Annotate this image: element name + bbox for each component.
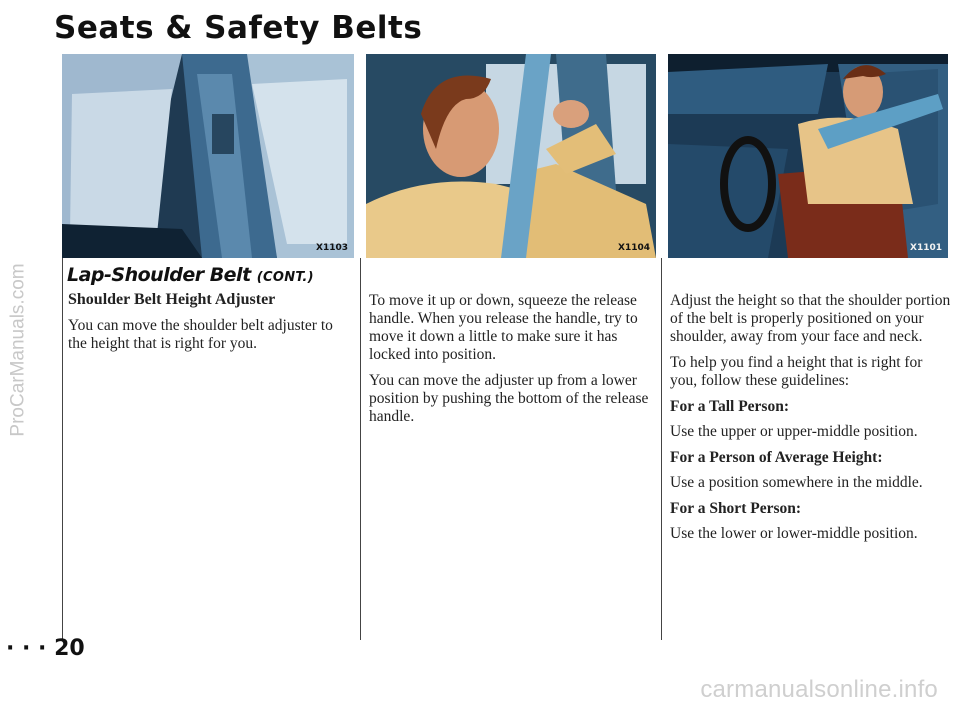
bottom-watermark: carmanualsonline.info	[700, 676, 938, 703]
image-code: X1103	[316, 243, 348, 253]
paragraph: Adjust the height so that the shoulder portion of the belt is properly positioned on your shoulder, away from your face and neck.	[670, 292, 951, 345]
guideline-text-average: Use a position somewhere in the middle.	[670, 474, 923, 491]
guideline-heading-short: For a Short Person:	[670, 500, 802, 517]
column-rule	[661, 258, 662, 640]
illustration-driver-adjusting	[366, 54, 656, 258]
illustration-driver-seated	[668, 54, 948, 258]
section-title: Lap-Shoulder Belt	[67, 264, 251, 286]
page-number	[6, 636, 85, 661]
page-dots: · · ·	[6, 636, 47, 661]
column-2	[369, 292, 653, 434]
section-heading	[67, 264, 314, 286]
side-watermark	[4, 250, 34, 450]
paragraph: To help you find a height that is right for you, follow these guidelines:	[670, 354, 923, 389]
side-watermark-text: ProCarManuals.com	[8, 263, 30, 437]
guideline-heading-average: For a Person of Average Height:	[670, 449, 883, 466]
subheading: Shoulder Belt Height Adjuster	[68, 291, 276, 308]
column-3	[670, 292, 952, 551]
paragraph: You can move the adjuster up from a lower position by pushing the bottom of the release handle.	[369, 372, 649, 425]
page-number-value: 20	[54, 636, 85, 661]
image-code: X1104	[618, 243, 650, 253]
illustration-belt-adjuster	[62, 54, 354, 258]
guideline-text-tall: Use the upper or upper-middle position.	[670, 423, 918, 440]
guideline-heading-tall: For a Tall Person:	[670, 398, 789, 415]
page-title: Seats & Safety Belts	[54, 10, 423, 46]
paragraph: You can move the shoulder belt adjuster to the height that is right for you.	[68, 317, 333, 352]
guideline-text-short: Use the lower or lower-middle position.	[670, 525, 918, 542]
column-rule	[62, 258, 63, 640]
image-code: X1101	[910, 243, 942, 253]
column-rule	[360, 258, 361, 640]
paragraph: To move it up or down, squeeze the release handle. When you release the handle, try to move it down a little to make sure it has locked into position.	[369, 292, 638, 363]
column-1	[68, 291, 352, 361]
section-continued: (CONT.)	[256, 270, 314, 285]
